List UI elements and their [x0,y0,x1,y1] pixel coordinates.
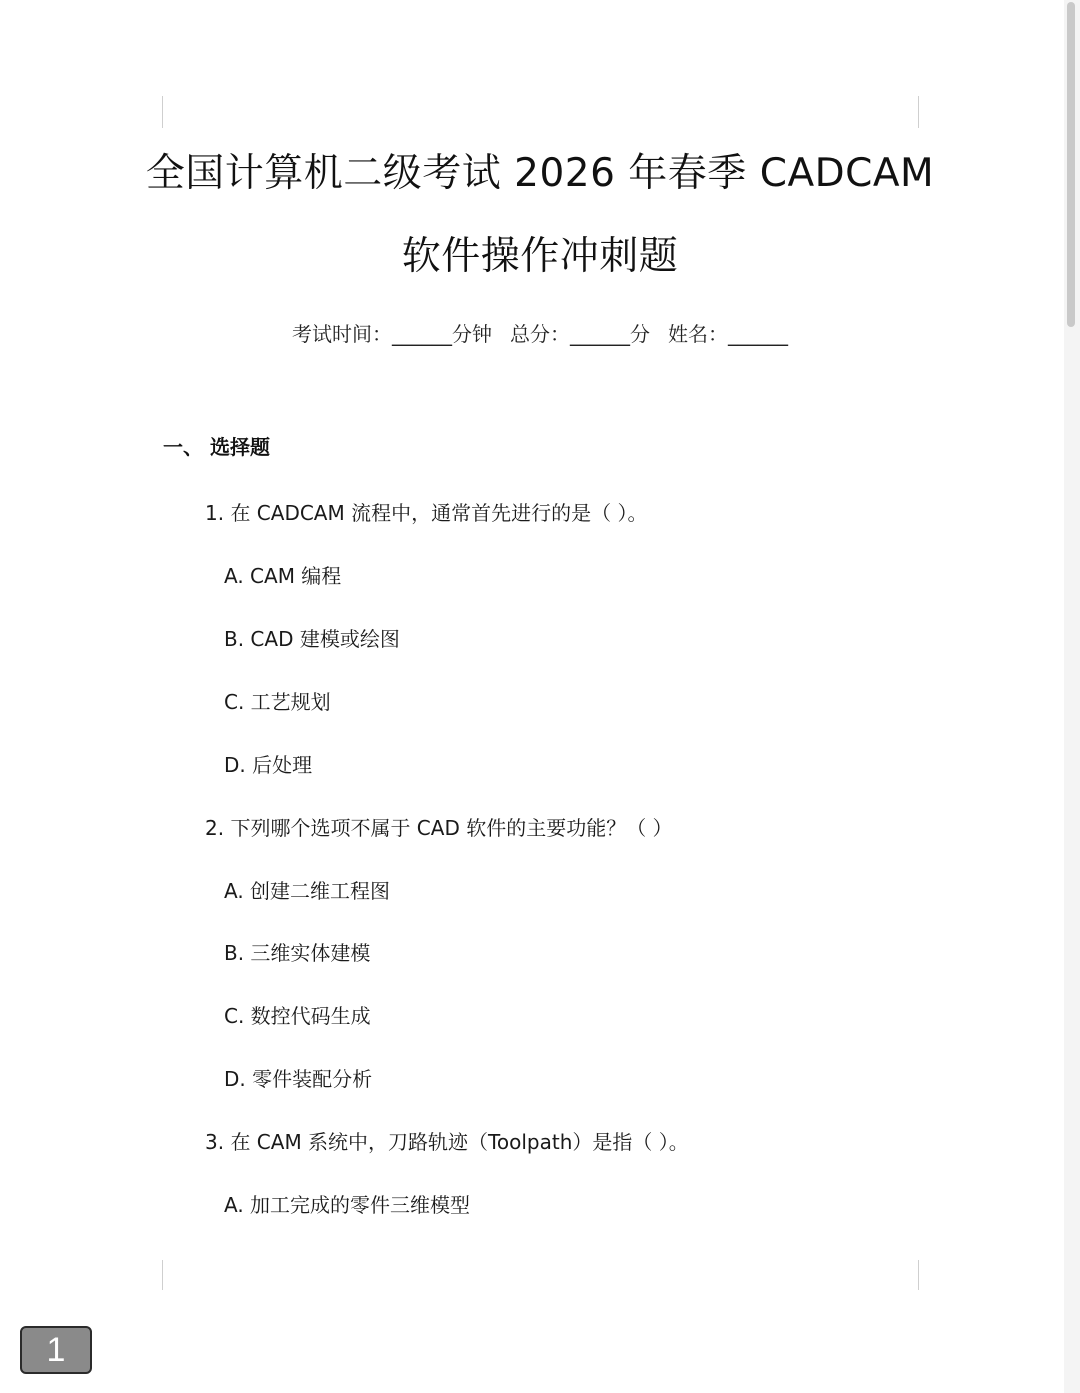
question-2-option-b: B. 三维实体建模 [224,941,371,965]
question-2-option-a: A. 创建二维工程图 [224,879,391,903]
exam-time-label: 考试时间： [292,322,392,346]
student-name-label: 姓名： [668,322,728,346]
question-2-option-c: C. 数控代码生成 [224,1004,371,1028]
page-number-badge: 1 [20,1326,92,1374]
document-title-line-1: 全国计算机二级考试 2026 年春季 CADCAM [145,151,935,196]
question-3: 3. 在 CAM 系统中，刀路轨迹（Toolpath）是指（ ）。 [205,1130,689,1154]
exam-info-line [0,318,1080,347]
scrollbar-thumb[interactable] [1067,2,1075,327]
total-score-blank: ______ [570,322,630,346]
question-1: 1. 在 CADCAM 流程中，通常首先进行的是（ ）。 [205,501,648,525]
exam-time-blank: ______ [392,322,452,346]
page-corner-mark-top-left [162,96,163,128]
total-score-unit: 分 [630,322,650,346]
exam-time-unit: 分钟 [452,322,492,346]
page-corner-mark-bottom-right [918,1260,919,1290]
total-score-label: 总分： [510,322,570,346]
question-3-option-a: A. 加工完成的零件三维模型 [224,1193,471,1217]
section-heading: 一、 选择题 [163,435,270,459]
page-corner-mark-top-right [918,96,919,128]
question-1-option-a: A. CAM 编程 [224,564,342,588]
question-2: 2. 下列哪个选项不属于 CAD 软件的主要功能？（ ） [205,816,673,840]
question-2-option-d: D. 零件装配分析 [224,1067,373,1091]
question-1-option-b: B. CAD 建模或绘图 [224,627,400,651]
document-title-line-2: 软件操作冲刺题 [401,234,679,279]
vertical-scrollbar[interactable] [1064,0,1080,1393]
student-name-blank: ______ [728,322,788,346]
page-corner-mark-bottom-left [162,1260,163,1290]
question-1-option-d: D. 后处理 [224,753,313,777]
question-1-option-c: C. 工艺规划 [224,690,331,714]
